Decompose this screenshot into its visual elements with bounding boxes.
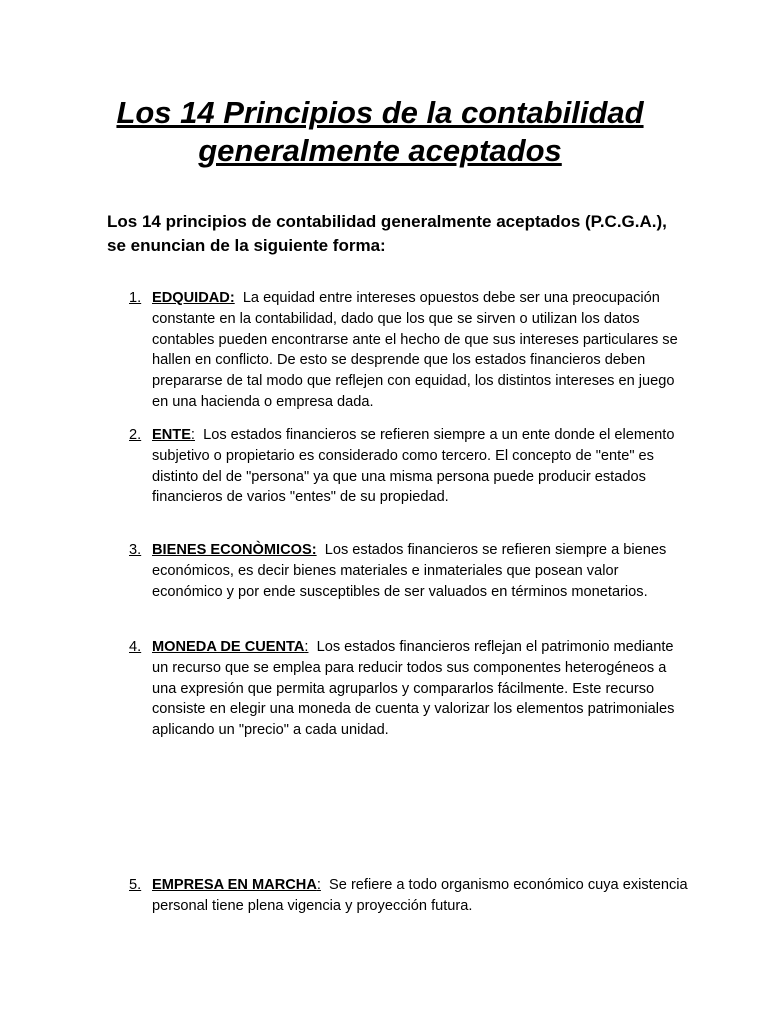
item-description: La equidad entre intereses opuestos debe ser una preocupación constante en la contabilidad, dado que los que se sirven o utilizan los datos contables pueden encontrarse ante el hecho de que sus intereses particulares se hallen en conflicto. De esto se desprende que los estados financieros deben prepararse de tal modo que reflejen con equidad, los distintos intereses en juego en una hacienda o empresa dada.	[152, 290, 678, 410]
item-text	[152, 637, 689, 741]
item-term: EDQUIDAD:	[152, 290, 235, 306]
item-number: 5.	[129, 877, 142, 893]
document-title	[100, 94, 660, 170]
item-number: 4.	[129, 639, 142, 655]
item-text	[152, 288, 689, 413]
item-term: EMPRESA EN MARCHA	[152, 877, 317, 893]
item-term-separator: :	[190, 427, 195, 443]
intro-line-1: Los 14 principios de contabilidad generalmente aceptados (P.C.G.A.),	[107, 212, 667, 231]
principle-item-2	[129, 425, 689, 508]
principle-item-3	[129, 540, 689, 602]
item-description: Los estados financieros reflejan el patrimonio mediante un recurso que se emplea para reducir todos sus componentes heterogéneos a una expresión que permita agruparlos y compararlos fácilmente. Este recurso consiste en elegir una moneda de cuenta y valorizar los elementos patrimoniales aplicando un "precio" a cada unidad.	[152, 639, 675, 739]
title-line-2: generalmente aceptados	[198, 133, 562, 168]
item-term: MONEDA DE CUENTA	[152, 639, 305, 655]
item-description: Los estados financieros se refieren siempre a un ente donde el elemento subjetivo o propietario es considerado como tercero. El concepto de "ente" es distinto del de "persona" ya que una misma persona puede producir estados financieros de varios "entes" de su propiedad.	[152, 427, 675, 506]
intro-paragraph	[107, 210, 687, 258]
principle-item-4	[129, 637, 689, 741]
principle-item-5	[129, 875, 689, 917]
item-number: 3.	[129, 542, 142, 558]
item-number: 2.	[129, 427, 142, 443]
item-term: ENTE	[152, 427, 191, 443]
item-term-separator: :	[316, 877, 321, 893]
title-line-1: Los 14 Principios de la contabilidad	[116, 95, 644, 130]
item-text	[152, 540, 689, 602]
item-description: Los estados financieros se refieren siempre a bienes económicos, es decir bienes materiales e inmateriales que posean valor económico y por ende susceptibles de ser valuados en términos monetarios.	[152, 542, 667, 600]
item-text	[152, 425, 689, 508]
item-description: Se refiere a todo organismo económico cuya existencia personal tiene plena vigencia y proyección futura.	[152, 877, 688, 914]
intro-line-2: se enuncian de la siguiente forma:	[107, 236, 386, 255]
item-number: 1.	[129, 290, 142, 306]
principle-item-1	[129, 288, 689, 413]
item-term: BIENES ECONÒMICOS:	[152, 542, 317, 558]
item-term-separator: :	[304, 639, 309, 655]
item-text	[152, 875, 689, 917]
